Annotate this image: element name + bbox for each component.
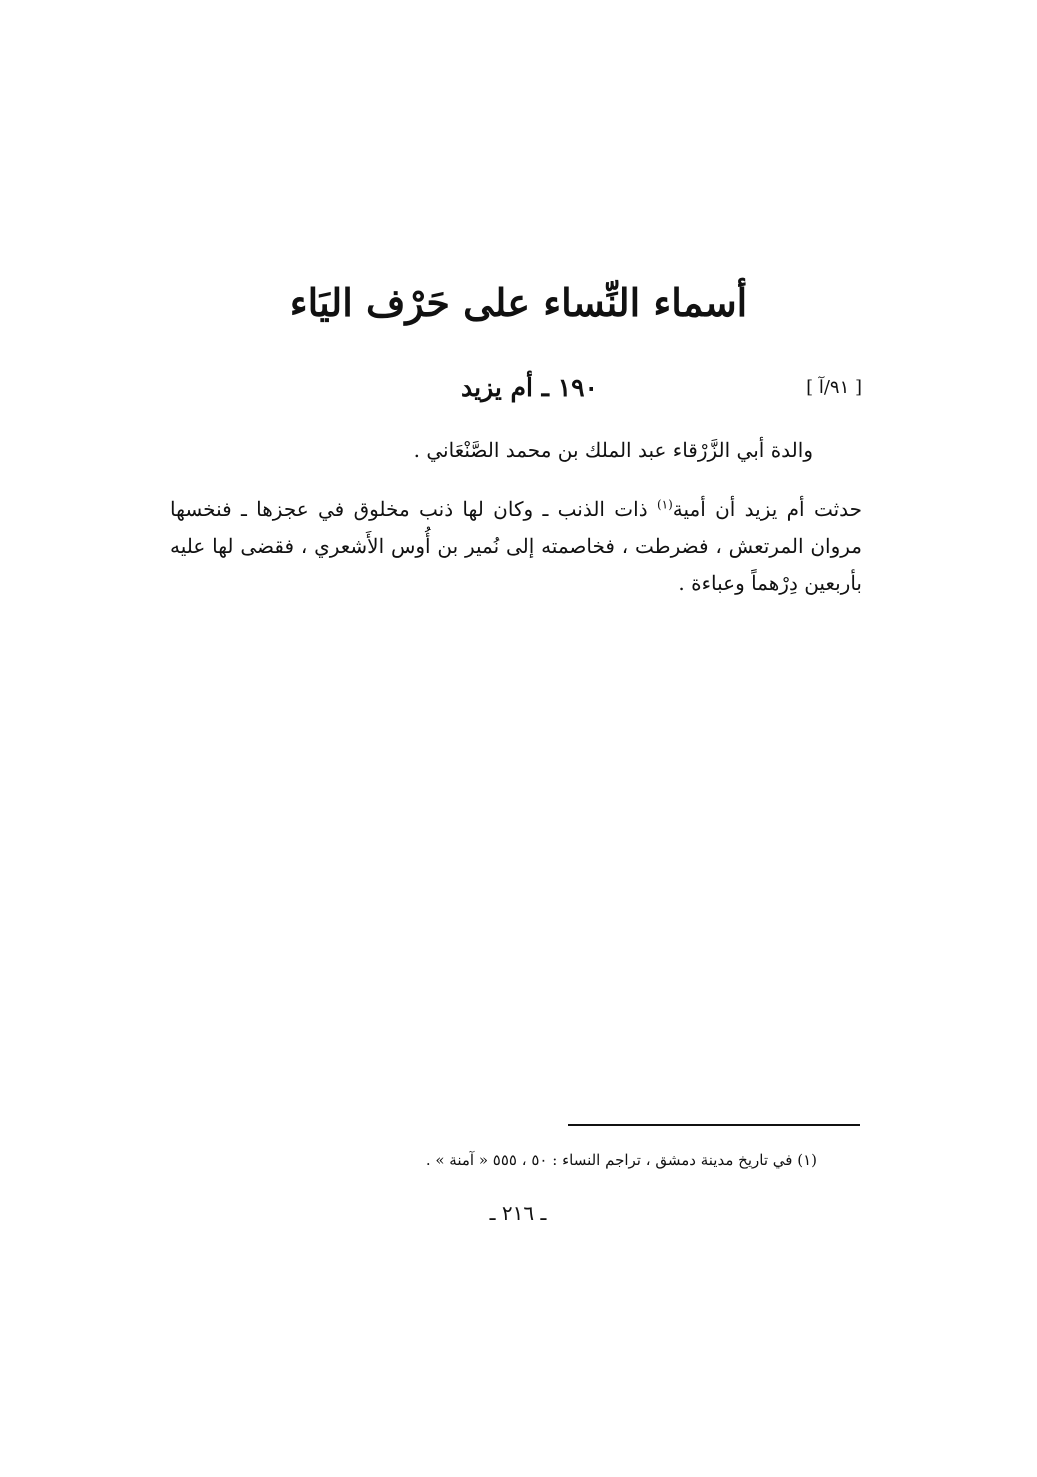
folio-reference: [ ٩١/آ ]: [806, 377, 862, 398]
footnote: (١) في تاريخ مدينة دمشق ، تراجم النساء : ٥٠ ، ٥٥٥ « آمنة » .: [425, 1151, 817, 1169]
page-number: ـ ٢١٦ ـ: [489, 1201, 547, 1225]
body-text-before-note: حدثت أم يزيد أن أمية: [672, 497, 863, 521]
footnote-divider: [568, 1124, 860, 1126]
entry-heading: [170, 371, 862, 407]
body-text-after-note: ذات الذنب ـ وكان لها ذنب مخلوق في عجزها ـ فنخسها مروان المرتعش ، فضرطت ، فخاصمته إلى نُمير بن أُوس الأَشعري ، فقضى لها عليه بأربعين دِرْهماً وعباءة .: [170, 497, 862, 595]
footnote-marker: (١): [656, 497, 673, 512]
body-paragraph: [170, 491, 862, 602]
entry-title: ١٩٠ ـ أم يزيد: [461, 373, 598, 402]
entry-intro: والدة أبي الزَّرْقاء عبد الملك بن محمد الصَّنْعَاني .: [413, 438, 813, 462]
chapter-title: أسماء النِّساء على حَرْف اليَاء: [289, 280, 748, 325]
